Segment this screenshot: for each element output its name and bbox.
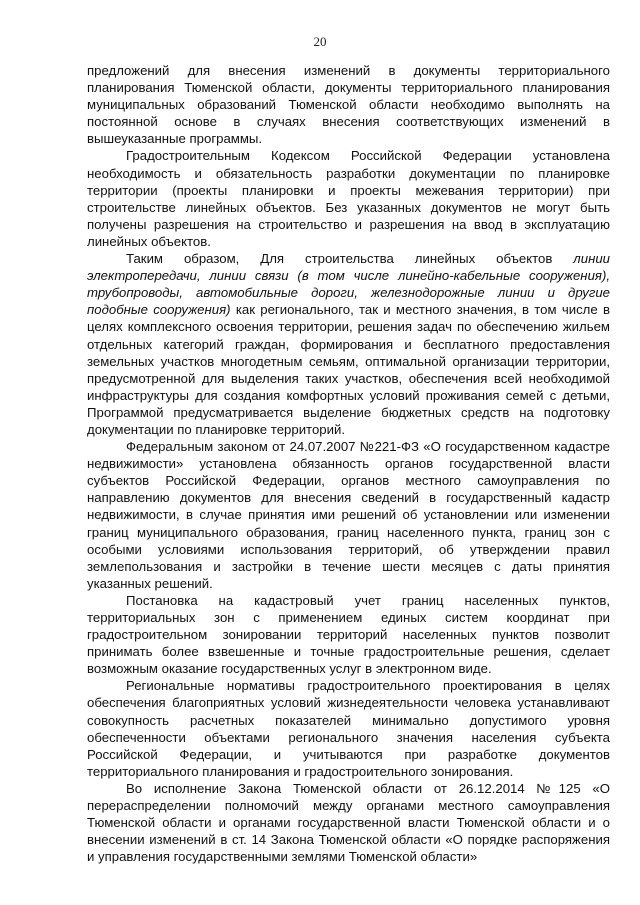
- paragraph-6: Региональные нормативы градостроительного проектирования в целях обеспечения благоприятных условий жизнедеятельности человека устанавливают совокупность расчетных показателей минимально допустимого уровня обеспеченности объектами регионального значения населения субъекта Российской Федерации, и учитываются при разработке документов территориального планирования и градостроительного зонирования.: [87, 678, 610, 779]
- paragraph-7: Во исполнение Закона Тюменской области от 26.12.2014 №125 «О перераспределении полномочий между органами местного самоуправления Тюменской области и органами государственной власти Тюменской области и о внесении изменений в ст. 14 Закона Тюменской области «О порядке распоряжения и управления государственными землями Тюменской области»: [87, 780, 610, 865]
- page-number: 20: [313, 34, 327, 49]
- paragraph-5: Постановка на кадастровый учет границ населенных пунктов, территориальных зон с применением единых систем координат при градостроительном зонировании территорий населенных пунктов позволит принимать более взвешенные и точные градостроительные решения, сделает возможным оказание государственных услуг в электронном виде.: [87, 592, 610, 677]
- paragraph-3-italic-list: линии электропередачи, линии связи (в том числе линейно-кабельные сооружения), трубопроводы, автомобильные дороги, железнодорожные линии и другие подобные сооружения): [87, 251, 610, 318]
- paragraph-3-lead: Таким образом, Для строительства линейных объектов: [126, 251, 574, 267]
- paragraph-3-rest: как регионального, так и местного значения, в том числе в целях комплексного освоения территории, решения задач по обеспечению жильем отдельных категорий граждан, формирования и бесплатного предоставления земельных участков многодетным семьям, оптимальной организации территории, предусмотренной для выделения таких участков, обеспечения всей необходимой инфраструктуры для создания комфортных условий проживания семей с детьми, Программой предусматривается выделение бюджетных средств на подготовку документации по планировке территорий.: [87, 302, 610, 437]
- paragraph-2: Градостроительным Кодексом Российской Федерации установлена необходимость и обязательность разработки документации по планировке территории (проекты планировки и проекты межевания территории) при строительстве линейных объектов. Без указанных документов не могут быть получены разрешения на строительство и разрешения на ввод в эксплуатацию линейных объектов.: [87, 148, 610, 249]
- paragraph-4: Федеральным законом от 24.07.2007 №221-ФЗ «О государственном кадастре недвижимости» установлена обязанность органов государственной власти субъектов Российской Федерации, органов местного самоуправления по направлению документов для внесения сведений в государственный кадастр недвижимости, в случае принятия ими решений об установлении или изменении границ муниципального образования, границ населенного пункта, границ зон с особыми условиями использования территорий, об утверждении правил землепользования и застройки в течение шести месяцев с даты принятия указанных решений.: [87, 439, 610, 591]
- paragraph-3: [87, 250, 610, 438]
- paragraph-1: предложений для внесения изменений в документы территориального планирования Тюменской области, документы территориального планирования муниципальных образований Тюменской области необходимо выполнять на постоянной основе в случаях внесения соответствующих изменений в вышеуказанные программы.: [87, 63, 610, 147]
- document-body: [87, 62, 610, 865]
